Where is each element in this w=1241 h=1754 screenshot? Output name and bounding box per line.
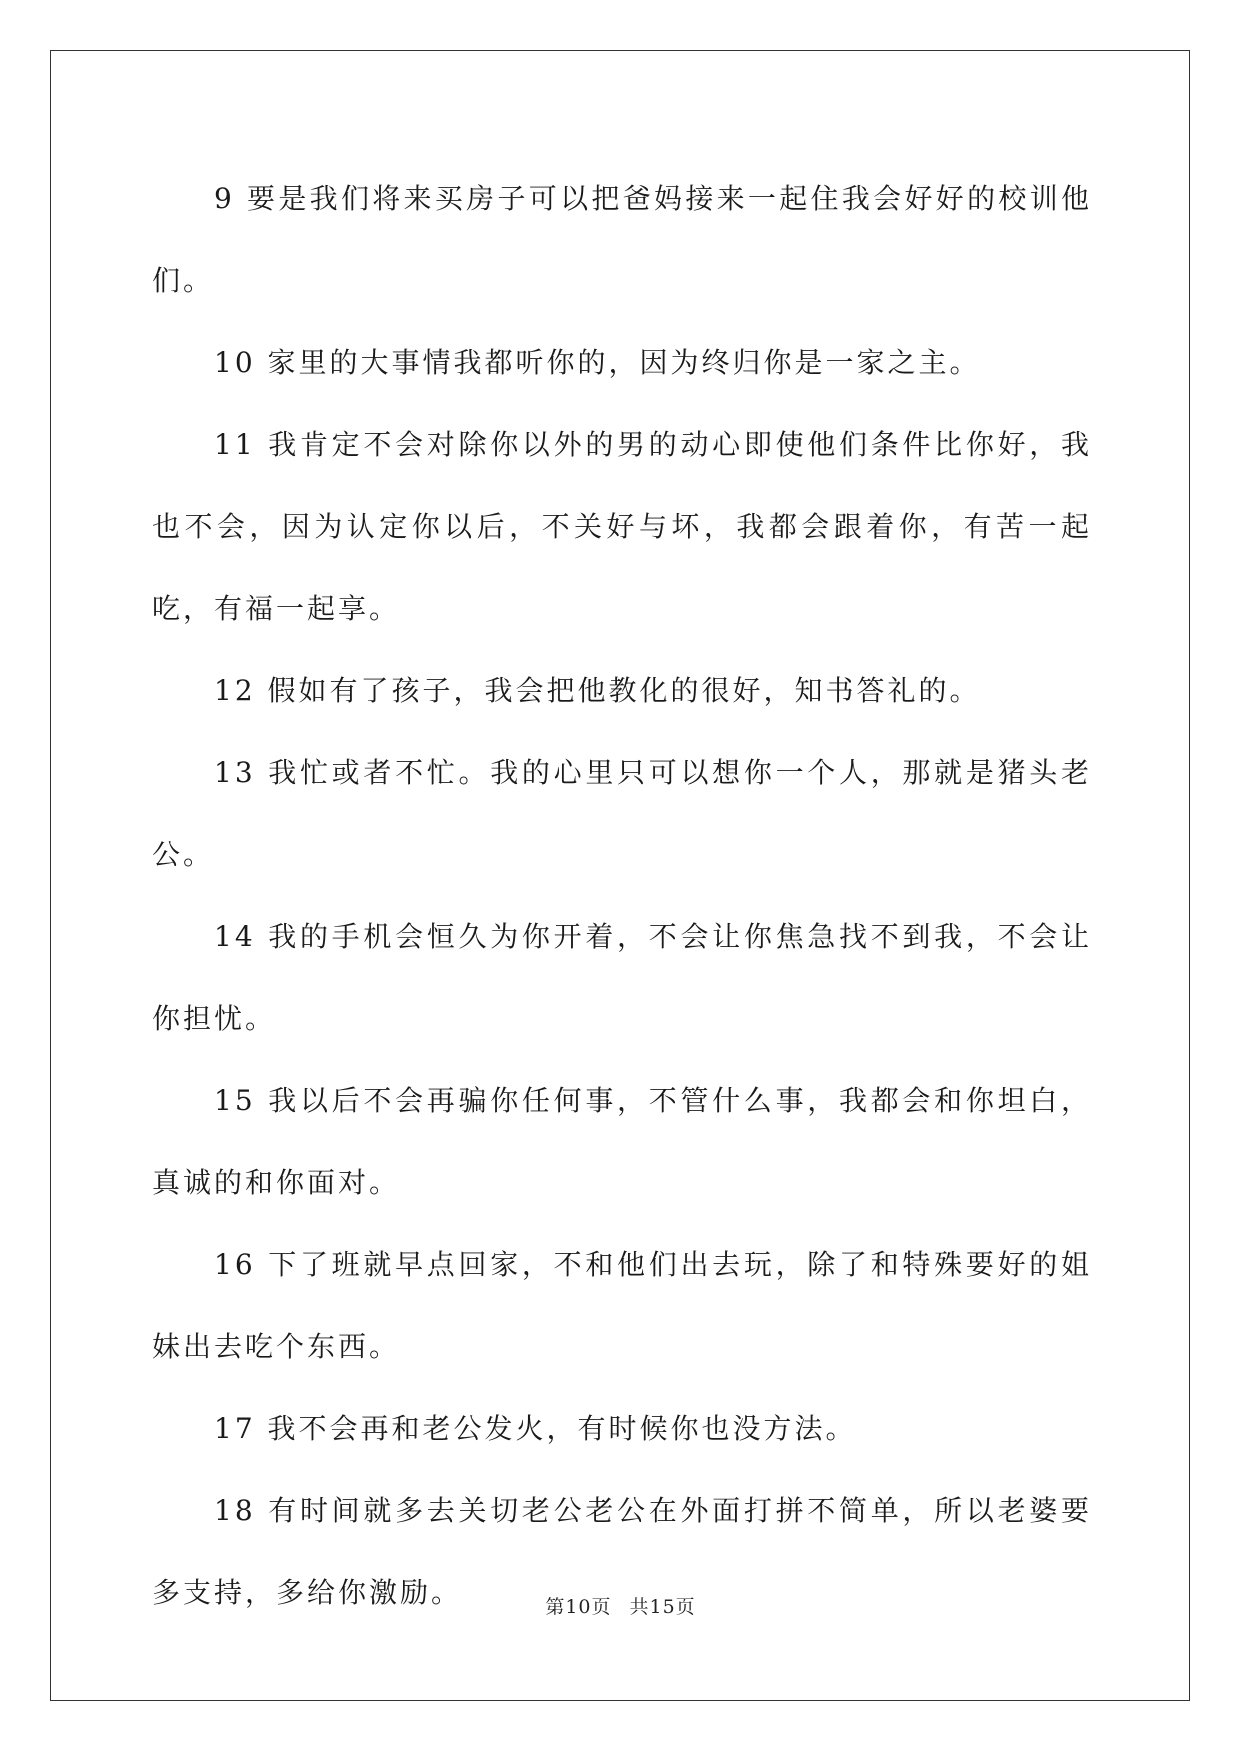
paragraph-item-14: 14 我的手机会恒久为你开着，不会让你焦急找不到我，不会让你担忧。 <box>152 920 1092 1035</box>
paragraph-item-10: 10 家里的大事情我都听你的，因为终归你是一家之主。 <box>214 346 981 379</box>
paragraph-item-17: 17 我不会再和老公发火，有时候你也没方法。 <box>214 1412 857 1445</box>
paragraph-item-9: 9 要是我们将来买房子可以把爸妈接来一起住我会好好的校训他们。 <box>152 182 1092 297</box>
paragraph-item-18: 18 有时间就多去关切老公老公在外面打拼不简单，所以老婆要多支持，多给你激励。 <box>152 1494 1092 1609</box>
page-number: 第10页 <box>545 1596 612 1618</box>
paragraph-item-15: 15 我以后不会再骗你任何事，不管什么事，我都会和你坦白，真诚的和你面对。 <box>152 1084 1092 1199</box>
document-body <box>152 158 1092 1634</box>
page-footer <box>0 1592 1241 1619</box>
paragraph-item-16: 16 下了班就早点回家，不和他们出去玩，除了和特殊要好的姐妹出去吃个东西。 <box>152 1248 1092 1363</box>
paragraph-item-11: 11 我肯定不会对除你以外的男的动心即使他们条件比你好，我也不会，因为认定你以后，不关好与坏，我都会跟着你，有苦一起吃，有福一起享。 <box>152 428 1092 625</box>
paragraph-item-13: 13 我忙或者不忙。我的心里只可以想你一个人，那就是猪头老公。 <box>152 756 1092 871</box>
page-total: 共15页 <box>629 1596 696 1618</box>
paragraph-item-12: 12 假如有了孩子，我会把他教化的很好，知书答礼的。 <box>214 674 981 707</box>
